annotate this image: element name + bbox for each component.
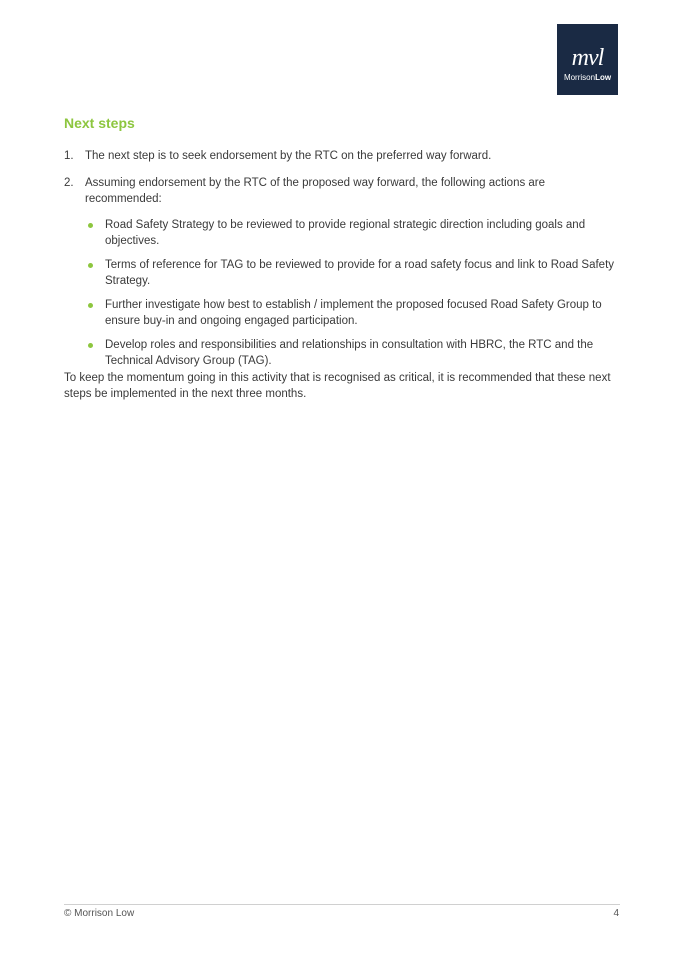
bullet-item (85, 297, 620, 329)
numbered-steps-list (64, 148, 620, 380)
bullet-text: Road Safety Strategy to be reviewed to provide regional strategic direction including goals and objectives. (105, 219, 586, 247)
step-item (64, 175, 620, 369)
bullet-item (85, 257, 620, 289)
bullet-text: Terms of reference for TAG to be reviewed to provide for a road safety focus and link to Road Safety Strategy. (105, 259, 615, 287)
closing-paragraph: To keep the momentum going in this activity that is recognised as critical, it is recommended that these next steps be implemented in the next three months. (64, 372, 611, 400)
recommended-actions-list (85, 217, 620, 369)
logo-name-bold: Low (595, 73, 612, 82)
bullet-item (85, 217, 620, 249)
step-number: 1. (64, 150, 74, 162)
bullet-item (85, 337, 620, 369)
logo-wordmark (557, 73, 618, 83)
section-heading: Next steps (64, 115, 135, 131)
footer-copyright: © Morrison Low (64, 908, 135, 919)
bullet-dot-icon (88, 223, 93, 228)
company-logo (557, 24, 618, 95)
bullet-dot-icon (88, 263, 93, 268)
footer-divider (64, 904, 620, 905)
step-text: The next step is to seek endorsement by the RTC on the preferred way forward. (85, 150, 492, 162)
bullet-dot-icon (88, 343, 93, 348)
page-number: 4 (613, 908, 619, 919)
bullet-text: Further investigate how best to establish / implement the proposed focused Road Safety Group to ensure buy-in and ongoing engaged participation. (105, 299, 602, 327)
bullet-text: Develop roles and responsibilities and relationships in consultation with HBRC, the RTC and the Technical Advisory Group (TAG). (105, 339, 594, 367)
step-number: 2. (64, 177, 74, 189)
bullet-dot-icon (88, 303, 93, 308)
logo-mark: mvl (571, 45, 604, 71)
step-item (64, 148, 620, 164)
step-text: Assuming endorsement by the RTC of the proposed way forward, the following actions are recommended: (85, 177, 546, 205)
logo-name-regular: Morrison (563, 73, 596, 82)
